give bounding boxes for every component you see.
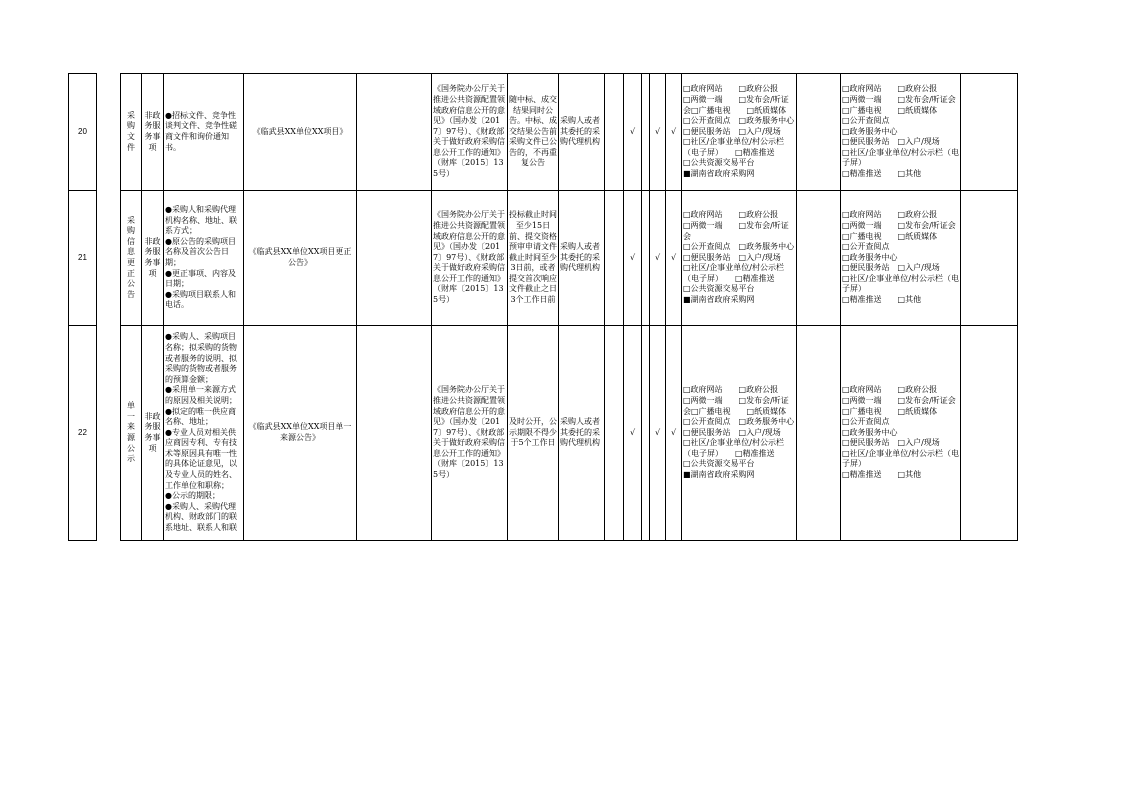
- channel-cell: [682, 191, 797, 326]
- channel-option: □精准推送 □其他: [842, 295, 922, 305]
- row-number: 20: [69, 74, 97, 191]
- subject-cell: 采购人或者其委托的采购代理机构: [559, 191, 605, 326]
- subject-cell: 采购人或者其委托的采购代理机构: [559, 74, 605, 191]
- content-item: ●拟定的唯一供应商名称、地址；: [165, 406, 236, 427]
- empty-cell: [961, 74, 1018, 191]
- scope-line: 务事: [144, 132, 161, 141]
- channel-option: □精准推送 □其他: [842, 470, 922, 480]
- channel-option: □公共资源交易平台: [683, 158, 755, 168]
- channel-option: □公共资源交易平台: [683, 284, 755, 294]
- scope-line: 非政: [144, 110, 161, 120]
- category-line: 采: [127, 110, 135, 120]
- content-cell: [164, 74, 244, 191]
- table-row: [69, 326, 1018, 541]
- category-cell: [121, 191, 142, 326]
- category-line: 文: [127, 132, 135, 141]
- category-line: 购: [127, 226, 135, 236]
- channel-option: □政府网站 □政府公报: [683, 84, 779, 94]
- channel-option: □便民服务站 □入户/现场: [842, 137, 940, 147]
- scope-line: 务事: [144, 258, 161, 267]
- category-line: 采: [127, 215, 135, 225]
- content-item: ●更正事项、内容及日期；: [165, 268, 236, 289]
- channel-option: □政府网站 □政府公报: [842, 385, 938, 395]
- scope-cell: [142, 326, 164, 541]
- category-line: 息: [127, 247, 135, 257]
- channel-option: □两微一端 □发布会/听证会: [842, 395, 956, 405]
- subject-cell: 采购人或者其委托的采购代理机构: [559, 326, 605, 541]
- empty-cell: [642, 326, 650, 541]
- channel-option: □两微一端 □发布会/听证会: [683, 220, 789, 241]
- channel-cell: [682, 74, 797, 191]
- channel-cell-2: [841, 191, 961, 326]
- table-row: [69, 191, 1018, 326]
- category-line: 购: [127, 121, 135, 131]
- deadline-cell: 及时公开，公示期限不得少于5个工作日: [508, 326, 559, 541]
- scope-cell: [142, 191, 164, 326]
- table-row: [69, 74, 1018, 191]
- basis-cell: 《国务院办公厅关于推进公共资源配置领域政府信息公开的意见》（国办发〔2017〕97号）、《财政部关于做好政府采购信息公开工作的通知》（财库〔2015〕135号）: [432, 74, 508, 191]
- category-line: 公: [127, 443, 135, 453]
- channel-option: □政府网站 □政府公报: [842, 210, 938, 220]
- content-cell: [164, 191, 244, 326]
- category-line: 正: [127, 268, 135, 278]
- channel-option: □两微一端 □发布会/听证会□广播电视 □纸质媒体: [683, 94, 789, 115]
- content-item: ●专业人员对相关供应商因专利、专有技术等原因具有唯一性的具体论证意见，以及专业人员的姓名、工作单位和职称；: [165, 427, 237, 490]
- channel-option: □便民服务站 □入户/现场: [842, 438, 940, 448]
- channel-option: □便民服务站 □入户/现场: [842, 263, 940, 273]
- content-item: ●招标文件、竞争性谈判文件、竞争性磋商文件和询价通知书。: [165, 110, 237, 152]
- channel-option: □社区/企事业单位/村公示栏（电子屏） □精准推送: [683, 263, 784, 283]
- empty-cell: [642, 191, 650, 326]
- check-all-cell: √: [624, 326, 642, 541]
- empty-cell: [797, 74, 841, 191]
- channel-option: □社区/企事业单位/村公示栏（电子屏）: [842, 448, 959, 469]
- procurement-disclosure-table: [68, 73, 1018, 541]
- empty-cell: [605, 191, 624, 326]
- basis-cell: 《国务院办公厅关于推进公共资源配置领域政府信息公开的意见》（国办发〔2017〕97号）、《财政部关于做好政府采购信息公开工作的通知》（财库〔2015〕135号）: [432, 326, 508, 541]
- scope-line: 务服: [144, 121, 161, 131]
- empty-cell: [357, 326, 432, 541]
- channel-option: □精准推送 □其他: [842, 169, 922, 179]
- deadline-cell: 投标截止时间至少15日前、提交资格预审申请文件截止时间至少 3日前，或者提交首次响应文件截止之日3个工作日前: [508, 191, 559, 326]
- channel-option: □政府网站 □政府公报: [683, 385, 779, 395]
- channel-option: □广播电视 □纸质媒体: [842, 231, 938, 241]
- empty-cell: [961, 191, 1018, 326]
- channel-option: □政务服务中心: [842, 126, 898, 136]
- channel-option: ■湖南省政府采购网: [683, 470, 755, 480]
- empty-cell: [357, 74, 432, 191]
- channel-option: □公开查阅点: [842, 417, 890, 427]
- scope-cell: [142, 74, 164, 191]
- content-item: ●采购人、采购项目名称；拟采购的货物或者服务的说明、拟采购的货物或者服务的预算金额；: [165, 332, 237, 384]
- category-cell: [121, 326, 142, 541]
- content-item: ●采购项目联系人和电话。: [165, 289, 236, 310]
- empty-cell: [961, 326, 1018, 541]
- scope-line: 项: [148, 142, 157, 152]
- check-active-cell: √: [666, 326, 682, 541]
- spacer-cell: [97, 191, 121, 326]
- category-line: 来: [127, 422, 135, 432]
- empty-cell: [797, 191, 841, 326]
- content-item: ●采用单一来源方式的原因及相关说明；: [165, 385, 237, 405]
- check-active-cell: √: [666, 74, 682, 191]
- channel-option: □政务服务中心: [842, 252, 898, 262]
- channel-option: □两微一端 □发布会/听证会□广播电视 □纸质媒体: [683, 395, 789, 416]
- scope-line: 务服: [144, 247, 161, 257]
- scope-line: 非政: [144, 411, 161, 421]
- category-line: 件: [127, 142, 135, 152]
- content-item: ●采购人、采购代理机构、财政部门的联系地址、联系人和联: [165, 501, 237, 533]
- channel-option: □公开查阅点 □政务服务中心□便民服务站 □入户/现场: [683, 116, 795, 136]
- category-line: 告: [127, 289, 135, 299]
- check-all-cell: √: [624, 74, 642, 191]
- category-line: 单: [127, 401, 135, 411]
- channel-option: □社区/企事业单位/村公示栏（电子屏）: [842, 273, 959, 294]
- spacer-cell: [97, 326, 121, 541]
- channel-option: □公共资源交易平台: [683, 459, 755, 469]
- category-line: 更: [127, 258, 135, 267]
- scope-line: 项: [148, 268, 157, 278]
- scope-line: 务服: [144, 422, 161, 432]
- example-cell: 《临武县XX单位XX项目更正公告》: [244, 191, 357, 326]
- channel-option: □公开查阅点 □政务服务中心□便民服务站 □入户/现场: [683, 417, 795, 437]
- scope-line: 项: [148, 443, 157, 453]
- category-line: 源: [127, 433, 135, 442]
- empty-cell: [605, 74, 624, 191]
- channel-option: □政务服务中心: [842, 427, 898, 437]
- channel-option: ■湖南省政府采购网: [683, 295, 755, 305]
- channel-option: □社区/企事业单位/村公示栏（电子屏） □精准推送: [683, 438, 784, 458]
- channel-option: □公开查阅点: [842, 242, 890, 252]
- basis-cell: 《国务院办公厅关于推进公共资源配置领域政府信息公开的意见》（国办发〔2017〕97号）、《财政部关于做好政府采购信息公开工作的通知》（财库〔2015〕135号）: [432, 191, 508, 326]
- check-active-cell: √: [666, 191, 682, 326]
- empty-cell: [797, 326, 841, 541]
- empty-cell: [605, 326, 624, 541]
- channel-option: □两微一端 □发布会/听证会: [842, 220, 956, 230]
- example-cell: 《临武县XX单位XX项目单一来源公告》: [244, 326, 357, 541]
- category-line: 公: [127, 279, 135, 289]
- spacer-cell: [97, 74, 121, 191]
- channel-option: □社区/企事业单位/村公示栏（电子屏） □精准推送: [683, 137, 784, 157]
- channel-option: □公开查阅点 □政务服务中心□便民服务站 □入户/现场: [683, 242, 795, 262]
- channel-option: □社区/企事业单位/村公示栏（电子屏）: [842, 147, 959, 168]
- check-public-cell: √: [650, 191, 666, 326]
- channel-cell: [682, 326, 797, 541]
- content-item: ●采购人和采购代理机构名称、地址、联系方式；: [165, 205, 237, 236]
- channel-option: □政府网站 □政府公报: [683, 210, 779, 220]
- channel-option: □公开查阅点: [842, 116, 890, 126]
- row-number: 22: [69, 326, 97, 541]
- check-all-cell: √: [624, 191, 642, 326]
- channel-cell-2: [841, 74, 961, 191]
- check-public-cell: √: [650, 74, 666, 191]
- channel-option: □广播电视 □纸质媒体: [842, 406, 938, 416]
- category-line: 信: [127, 236, 135, 246]
- scope-line: 非政: [144, 236, 161, 246]
- channel-option: □两微一端 □发布会/听证会: [842, 94, 956, 104]
- content-item: ●原公告的采购项目名称及首次公告日期；: [165, 236, 236, 267]
- channel-option: □广播电视 □纸质媒体: [842, 105, 938, 115]
- scope-line: 务事: [144, 433, 161, 442]
- deadline-cell: 随中标、成交结果同时公告。中标、成交结果公告前采购文件已公告的，不再重复公告: [508, 74, 559, 191]
- content-cell: [164, 326, 244, 541]
- row-number: 21: [69, 191, 97, 326]
- empty-cell: [642, 74, 650, 191]
- example-cell: 《临武县XX单位XX项目》: [244, 74, 357, 191]
- channel-option: ■湖南省政府采购网: [683, 169, 755, 179]
- channel-option: □政府网站 □政府公报: [842, 84, 938, 94]
- channel-cell-2: [841, 326, 961, 541]
- check-public-cell: √: [650, 326, 666, 541]
- category-line: 示: [127, 454, 135, 464]
- category-line: 一: [127, 411, 135, 421]
- category-cell: [121, 74, 142, 191]
- empty-cell: [357, 191, 432, 326]
- content-item: ●公示的期限；: [165, 491, 220, 501]
